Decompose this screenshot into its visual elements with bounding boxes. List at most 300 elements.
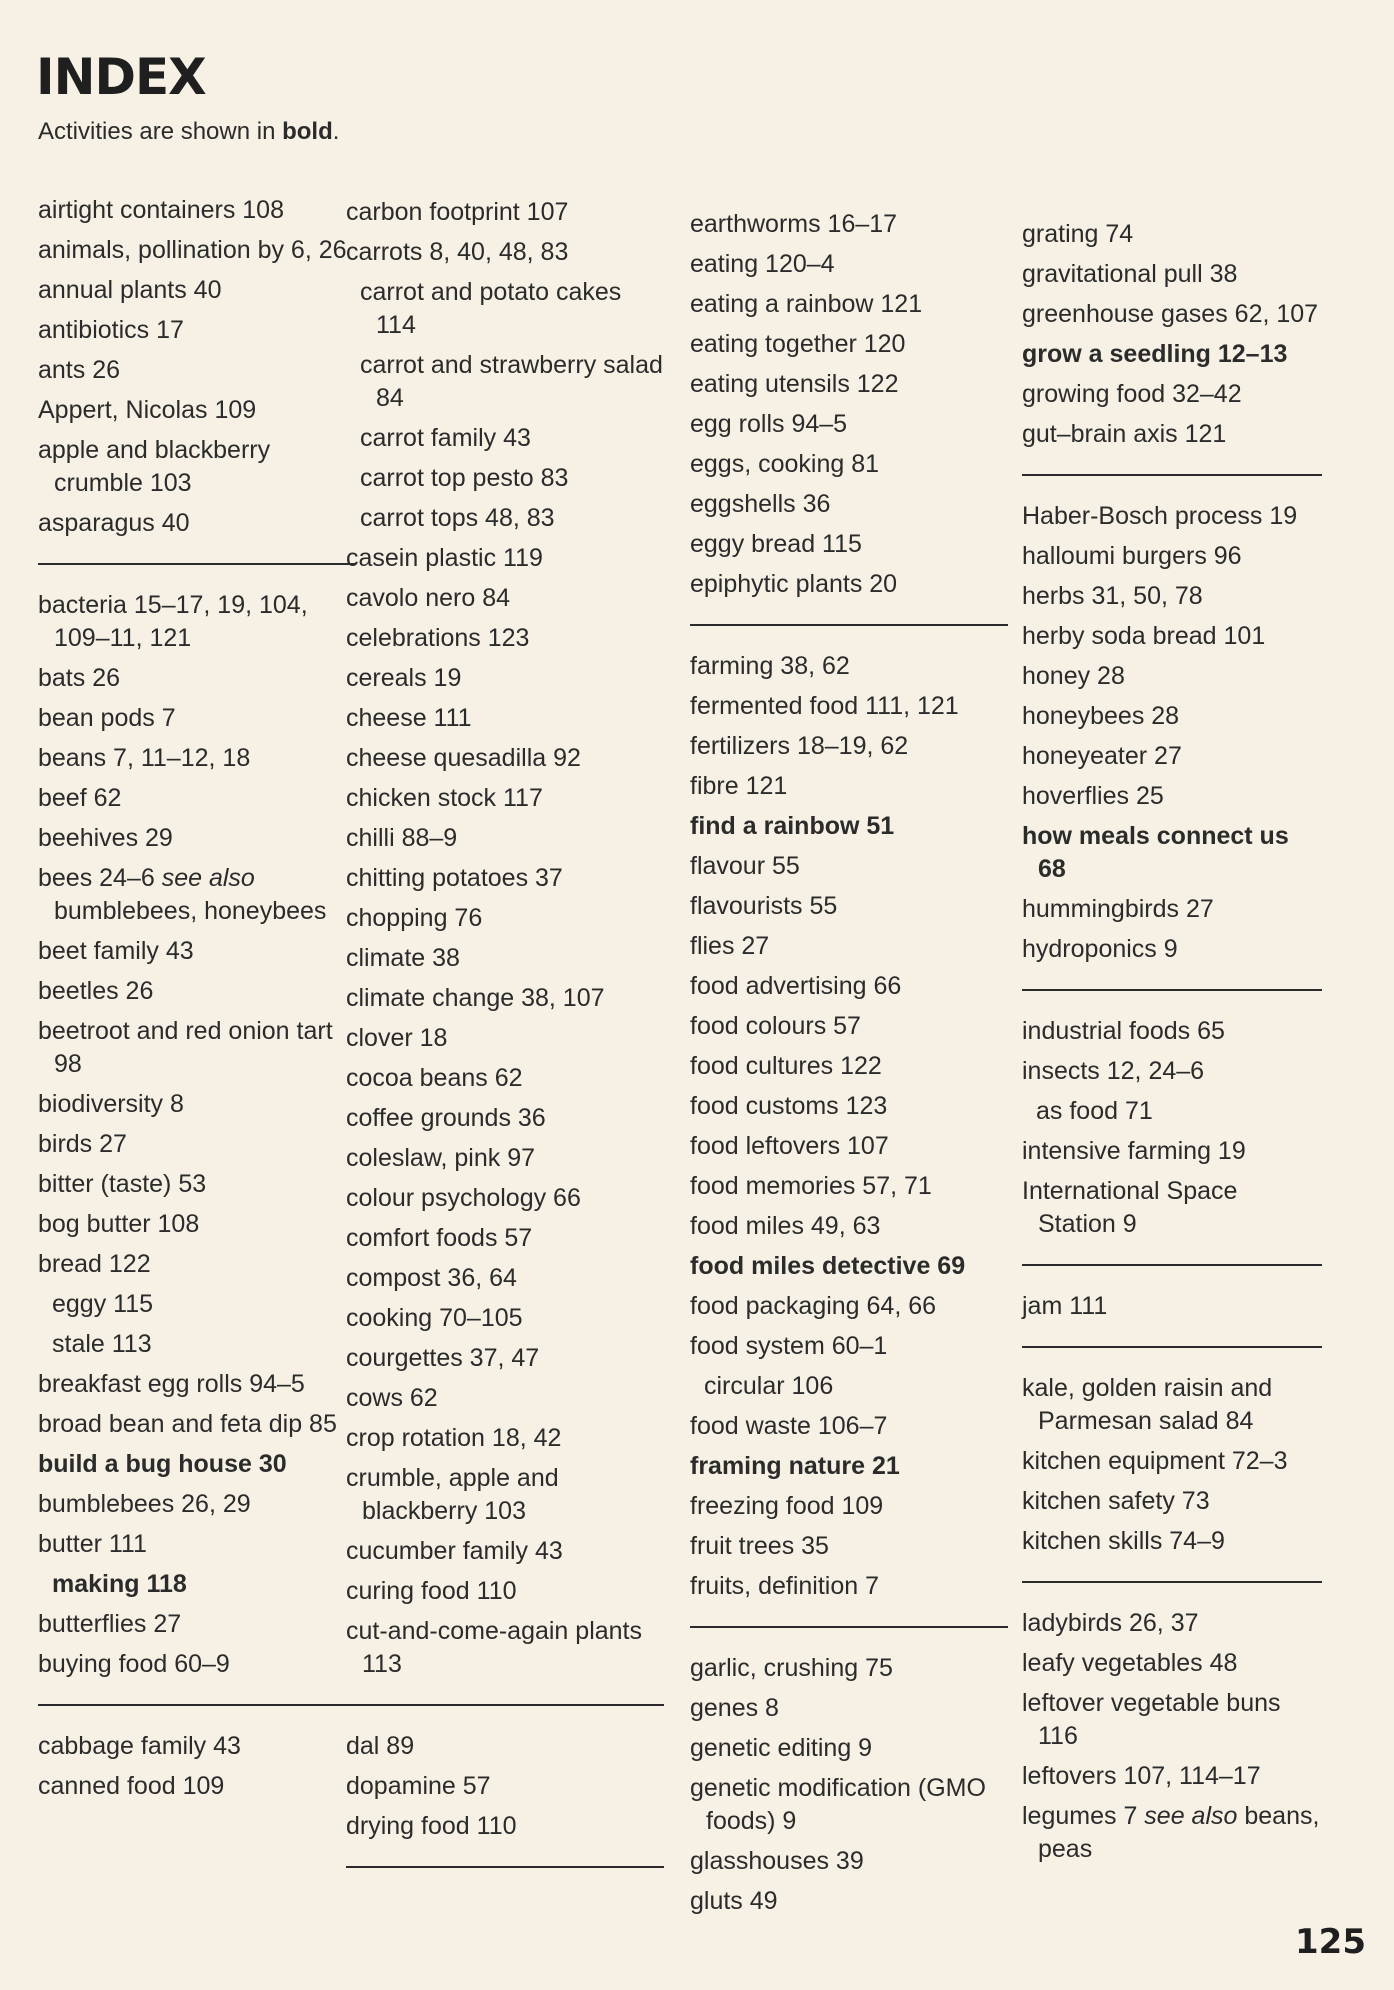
entry-text: chicken stock 117 bbox=[346, 783, 543, 812]
index-entry bbox=[346, 1458, 664, 1531]
entry-text: genetic modification (GMO foods) 9 bbox=[690, 1773, 986, 1835]
entry-text: herbs 31, 50, 78 bbox=[1022, 581, 1203, 610]
letter-separator bbox=[1022, 1581, 1322, 1583]
entry-text: jam 111 bbox=[1022, 1291, 1108, 1320]
index-entry bbox=[690, 364, 1008, 404]
index-subentry bbox=[346, 272, 664, 345]
index-entry bbox=[346, 1611, 664, 1684]
entry-text: cavolo nero 84 bbox=[346, 583, 511, 612]
entry-text: kale, golden raisin and Parmesan salad 84 bbox=[1022, 1373, 1273, 1435]
index-entry bbox=[346, 1531, 664, 1571]
entry-text: beet family 43 bbox=[38, 936, 194, 965]
index-entry bbox=[346, 1138, 664, 1178]
index-entry bbox=[1022, 656, 1322, 696]
entry-text: food cultures 122 bbox=[690, 1051, 882, 1080]
entry-text: legumes 7 bbox=[1022, 1801, 1145, 1830]
entry-text: animals, pollination by 6, 26 bbox=[38, 235, 347, 264]
entry-text: farming 38, 62 bbox=[690, 651, 850, 680]
index-entry bbox=[38, 658, 356, 698]
index-entry bbox=[1022, 374, 1322, 414]
entry-text: cheese 111 bbox=[346, 703, 472, 732]
index-entry bbox=[38, 971, 356, 1011]
entry-text: beef 62 bbox=[38, 783, 122, 812]
entry-text: clover 18 bbox=[346, 1023, 448, 1052]
index-entry bbox=[346, 1058, 664, 1098]
index-entry bbox=[690, 1286, 1008, 1326]
index-entry bbox=[38, 1604, 356, 1644]
entry-text: epiphytic plants 20 bbox=[690, 569, 898, 598]
entry-text: cocoa beans 62 bbox=[346, 1063, 523, 1092]
entry-text: canned food 109 bbox=[38, 1771, 225, 1800]
entry-text: as food 71 bbox=[1036, 1096, 1153, 1125]
index-entry bbox=[38, 503, 356, 543]
letter-separator bbox=[1022, 1346, 1322, 1348]
entry-text: cooking 70–105 bbox=[346, 1303, 523, 1332]
entry-text: antibiotics 17 bbox=[38, 315, 184, 344]
index-subentry bbox=[346, 345, 664, 418]
index-entry bbox=[690, 806, 1008, 846]
index-subentry bbox=[346, 418, 664, 458]
index-entry bbox=[346, 1098, 664, 1138]
entry-text: climate change 38, 107 bbox=[346, 983, 605, 1012]
index-entry bbox=[1022, 334, 1322, 374]
letter-separator bbox=[346, 1704, 664, 1706]
index-entry bbox=[346, 1726, 664, 1766]
index-entry bbox=[690, 324, 1008, 364]
entry-text: herby soda bread 101 bbox=[1022, 621, 1266, 650]
index-entry bbox=[690, 244, 1008, 284]
index-entry bbox=[1022, 1756, 1322, 1796]
entry-text: hoverflies 25 bbox=[1022, 781, 1164, 810]
index-entry bbox=[346, 778, 664, 818]
entry-text: flies 27 bbox=[690, 931, 770, 960]
entry-text: airtight containers 108 bbox=[38, 195, 284, 224]
entry-text: fertilizers 18–19, 62 bbox=[690, 731, 909, 760]
entry-text: genetic editing 9 bbox=[690, 1733, 873, 1762]
index-entry bbox=[1022, 1683, 1322, 1756]
entry-text: hummingbirds 27 bbox=[1022, 894, 1214, 923]
entry-text: circular 106 bbox=[704, 1371, 834, 1400]
index-subentry bbox=[346, 458, 664, 498]
index-entry bbox=[346, 1218, 664, 1258]
entry-text: bog butter 108 bbox=[38, 1209, 200, 1238]
entry-text: leafy vegetables 48 bbox=[1022, 1648, 1238, 1677]
legend-text: Activities are shown in bbox=[38, 118, 283, 145]
entry-text: carrot and strawberry salad 84 bbox=[360, 350, 663, 412]
index-entry bbox=[38, 778, 356, 818]
index-entry bbox=[346, 938, 664, 978]
entry-text: fermented food 111, 121 bbox=[690, 691, 959, 720]
index-entry bbox=[1022, 1368, 1322, 1441]
index-entry bbox=[1022, 536, 1322, 576]
index-entry bbox=[38, 230, 356, 270]
entry-text: bread 122 bbox=[38, 1249, 151, 1278]
index-entry bbox=[690, 1728, 1008, 1768]
entry-text: growing food 32–42 bbox=[1022, 379, 1242, 408]
index-entry bbox=[690, 1326, 1008, 1366]
entry-text: carrot and potato cakes 114 bbox=[360, 277, 622, 339]
index-entry bbox=[1022, 736, 1322, 776]
index-entry bbox=[38, 310, 356, 350]
index-entry bbox=[1022, 1131, 1322, 1171]
entry-text: find a rainbow 51 bbox=[690, 811, 895, 840]
index-entry bbox=[690, 686, 1008, 726]
index-entry bbox=[38, 1204, 356, 1244]
index-entry bbox=[38, 1244, 356, 1284]
entry-text: food waste 106–7 bbox=[690, 1411, 888, 1440]
entry-text: dopamine 57 bbox=[346, 1771, 491, 1800]
entry-text: bats 26 bbox=[38, 663, 121, 692]
index-column-2 bbox=[346, 192, 664, 1888]
index-entry bbox=[38, 1766, 356, 1806]
entry-text: Haber-Bosch process 19 bbox=[1022, 501, 1298, 530]
index-entry bbox=[690, 204, 1008, 244]
entry-text: how meals connect us 68 bbox=[1022, 821, 1289, 883]
entry-text: eggy bread 115 bbox=[690, 529, 862, 558]
page-number: 125 bbox=[1295, 1922, 1366, 1962]
index-entry bbox=[38, 1524, 356, 1564]
index-entry bbox=[690, 404, 1008, 444]
entry-text: cheese quesadilla 92 bbox=[346, 743, 581, 772]
index-entry bbox=[690, 846, 1008, 886]
index-entry bbox=[690, 1566, 1008, 1606]
entry-text: stale 113 bbox=[52, 1329, 152, 1358]
entry-text: freezing food 109 bbox=[690, 1491, 884, 1520]
entry-text: egg rolls 94–5 bbox=[690, 409, 848, 438]
entry-text: food miles detective 69 bbox=[690, 1251, 966, 1280]
entry-text: eating utensils 122 bbox=[690, 369, 899, 398]
index-entry bbox=[346, 1378, 664, 1418]
entry-text: flavour 55 bbox=[690, 851, 800, 880]
letter-separator bbox=[1022, 474, 1322, 476]
index-entry bbox=[690, 1768, 1008, 1841]
index-entry bbox=[1022, 414, 1322, 454]
letter-separator bbox=[1022, 989, 1322, 991]
entry-text: food colours 57 bbox=[690, 1011, 861, 1040]
index-entry bbox=[690, 726, 1008, 766]
entry-text: butter 111 bbox=[38, 1529, 147, 1558]
index-entry bbox=[38, 698, 356, 738]
entry-text: chopping 76 bbox=[346, 903, 483, 932]
index-entry bbox=[346, 738, 664, 778]
index-entry bbox=[38, 1644, 356, 1684]
entry-text: breakfast egg rolls 94–5 bbox=[38, 1369, 305, 1398]
index-entry bbox=[346, 232, 664, 272]
entry-text: cows 62 bbox=[346, 1383, 438, 1412]
letter-separator bbox=[1022, 1264, 1322, 1266]
index-entry bbox=[346, 578, 664, 618]
index-entry bbox=[346, 618, 664, 658]
entry-text: compost 36, 64 bbox=[346, 1263, 517, 1292]
index-subentry bbox=[690, 1366, 1008, 1406]
index-entry bbox=[1022, 889, 1322, 929]
index-subentry bbox=[38, 1324, 356, 1364]
index-entry bbox=[1022, 576, 1322, 616]
entry-text: gut–brain axis 121 bbox=[1022, 419, 1227, 448]
index-entry bbox=[38, 390, 356, 430]
index-entry bbox=[690, 524, 1008, 564]
index-entry bbox=[690, 1446, 1008, 1486]
index-entry bbox=[346, 898, 664, 938]
entry-text: kitchen equipment 72–3 bbox=[1022, 1446, 1288, 1475]
entry-text: food miles 49, 63 bbox=[690, 1211, 881, 1240]
index-entry bbox=[38, 1444, 356, 1484]
entry-text: honeyeater 27 bbox=[1022, 741, 1182, 770]
page-title: INDEX bbox=[36, 48, 206, 106]
index-entry bbox=[1022, 1286, 1322, 1326]
index-entry bbox=[690, 1881, 1008, 1921]
index-entry bbox=[1022, 776, 1322, 816]
entry-text: flavourists 55 bbox=[690, 891, 838, 920]
entry-text: buying food 60–9 bbox=[38, 1649, 230, 1678]
entry-text: cucumber family 43 bbox=[346, 1536, 563, 1565]
entry-text: broad bean and feta dip 85 bbox=[38, 1409, 337, 1438]
index-entry bbox=[38, 931, 356, 971]
entry-text: grow a seedling 12–13 bbox=[1022, 339, 1288, 368]
index-entry bbox=[1022, 1011, 1322, 1051]
entry-text: eating a rainbow 121 bbox=[690, 289, 923, 318]
index-entry bbox=[1022, 929, 1322, 969]
index-entry bbox=[690, 444, 1008, 484]
index-entry bbox=[38, 350, 356, 390]
index-entry bbox=[346, 1766, 664, 1806]
entry-text: honey 28 bbox=[1022, 661, 1125, 690]
index-column-1 bbox=[38, 190, 356, 1806]
entry-text: courgettes 37, 47 bbox=[346, 1343, 540, 1372]
entry-text: fruit trees 35 bbox=[690, 1531, 829, 1560]
entry-text: food advertising 66 bbox=[690, 971, 902, 1000]
index-entry bbox=[38, 1404, 356, 1444]
index-entry bbox=[690, 1166, 1008, 1206]
index-entry bbox=[346, 1418, 664, 1458]
index-entry bbox=[1022, 1481, 1322, 1521]
entry-text: crumble, apple and blackberry 103 bbox=[346, 1463, 559, 1525]
index-entry bbox=[690, 1648, 1008, 1688]
entry-text: bees 24–6 bbox=[38, 863, 162, 892]
entry-text: casein plastic 119 bbox=[346, 543, 543, 572]
entry-text: apple and blackberry crumble 103 bbox=[38, 435, 271, 497]
index-entry bbox=[1022, 1521, 1322, 1561]
entry-text: insects 12, 24–6 bbox=[1022, 1056, 1205, 1085]
index-entry bbox=[690, 1206, 1008, 1246]
entry-text: genes 8 bbox=[690, 1693, 779, 1722]
entry-text: build a bug house 30 bbox=[38, 1449, 287, 1478]
entry-text: ants 26 bbox=[38, 355, 121, 384]
index-entry bbox=[690, 1086, 1008, 1126]
index-entry bbox=[690, 1126, 1008, 1166]
entry-text: gluts 49 bbox=[690, 1886, 778, 1915]
letter-separator bbox=[346, 1866, 664, 1868]
index-entry bbox=[690, 1841, 1008, 1881]
see-also-label: see also bbox=[161, 863, 255, 892]
see-also-label: see also bbox=[1144, 1801, 1238, 1830]
entry-text: greenhouse gases 62, 107 bbox=[1022, 299, 1319, 328]
entry-text: carrots 8, 40, 48, 83 bbox=[346, 237, 569, 266]
entry-text: comfort foods 57 bbox=[346, 1223, 533, 1252]
entry-text: carrot top pesto 83 bbox=[360, 463, 569, 492]
index-entry bbox=[38, 1484, 356, 1524]
entry-text: International Space Station 9 bbox=[1022, 1176, 1238, 1238]
entry-text: kitchen safety 73 bbox=[1022, 1486, 1210, 1515]
entry-text: earthworms 16–17 bbox=[690, 209, 898, 238]
entry-text: fibre 121 bbox=[690, 771, 788, 800]
index-legend bbox=[38, 118, 339, 146]
index-entry bbox=[690, 284, 1008, 324]
index-entry bbox=[38, 1011, 356, 1084]
index-entry bbox=[346, 978, 664, 1018]
entry-text: chilli 88–9 bbox=[346, 823, 458, 852]
entry-text: glasshouses 39 bbox=[690, 1846, 864, 1875]
entry-text: drying food 110 bbox=[346, 1811, 517, 1840]
legend-suffix: . bbox=[332, 118, 340, 145]
index-subentry bbox=[38, 1284, 356, 1324]
index-entry bbox=[346, 1018, 664, 1058]
index-entry bbox=[346, 538, 664, 578]
index-entry bbox=[690, 646, 1008, 686]
entry-text: bacteria 15–17, 19, 104, 109–11, 121 bbox=[38, 590, 308, 652]
entry-text: cereals 19 bbox=[346, 663, 462, 692]
index-entry bbox=[346, 818, 664, 858]
index-entry bbox=[1022, 254, 1322, 294]
entry-text: asparagus 40 bbox=[38, 508, 190, 537]
entry-text: carbon footprint 107 bbox=[346, 197, 569, 226]
index-entry bbox=[690, 564, 1008, 604]
index-entry bbox=[38, 270, 356, 310]
entry-text: Appert, Nicolas 109 bbox=[38, 395, 257, 424]
entry-text: butterflies 27 bbox=[38, 1609, 182, 1638]
index-entry bbox=[346, 1298, 664, 1338]
entry-text: eating together 120 bbox=[690, 329, 906, 358]
index-entry bbox=[690, 886, 1008, 926]
entry-text: food customs 123 bbox=[690, 1091, 888, 1120]
index-entry bbox=[690, 766, 1008, 806]
entry-text: bitter (taste) 53 bbox=[38, 1169, 207, 1198]
index-entry bbox=[346, 858, 664, 898]
entry-text: climate 38 bbox=[346, 943, 460, 972]
index-entry bbox=[346, 658, 664, 698]
entry-text: colour psychology 66 bbox=[346, 1183, 581, 1212]
index-entry bbox=[38, 1124, 356, 1164]
index-entry bbox=[38, 1084, 356, 1124]
see-also-targets: beans, peas bbox=[1038, 1801, 1320, 1863]
entry-text: eating 120–4 bbox=[690, 249, 835, 278]
entry-text: cut-and-come-again plants 113 bbox=[346, 1616, 642, 1678]
entry-text: fruits, definition 7 bbox=[690, 1571, 879, 1600]
entry-text: eggy 115 bbox=[52, 1289, 154, 1318]
index-entry bbox=[38, 585, 356, 658]
entry-text: birds 27 bbox=[38, 1129, 127, 1158]
entry-text: carrot tops 48, 83 bbox=[360, 503, 555, 532]
entry-text: industrial foods 65 bbox=[1022, 1016, 1225, 1045]
entry-text: coleslaw, pink 97 bbox=[346, 1143, 536, 1172]
index-column-4 bbox=[1022, 214, 1322, 1869]
index-entry bbox=[1022, 1796, 1322, 1869]
index-entry bbox=[38, 1364, 356, 1404]
index-entry bbox=[690, 1046, 1008, 1086]
index-entry bbox=[690, 1688, 1008, 1728]
index-entry bbox=[38, 1164, 356, 1204]
entry-text: halloumi burgers 96 bbox=[1022, 541, 1242, 570]
legend-bold: bold bbox=[282, 118, 333, 145]
letter-separator bbox=[690, 1626, 1008, 1628]
entry-text: bean pods 7 bbox=[38, 703, 176, 732]
entry-text: beetles 26 bbox=[38, 976, 154, 1005]
index-entry bbox=[690, 1406, 1008, 1446]
entry-text: making 118 bbox=[52, 1569, 187, 1598]
index-entry bbox=[346, 1258, 664, 1298]
index-entry bbox=[346, 1806, 664, 1846]
index-entry bbox=[38, 738, 356, 778]
index-entry bbox=[1022, 214, 1322, 254]
entry-text: ladybirds 26, 37 bbox=[1022, 1608, 1199, 1637]
entry-text: curing food 110 bbox=[346, 1576, 517, 1605]
entry-text: hydroponics 9 bbox=[1022, 934, 1178, 963]
entry-text: cabbage family 43 bbox=[38, 1731, 241, 1760]
index-entry bbox=[38, 430, 356, 503]
entry-text: eggshells 36 bbox=[690, 489, 831, 518]
index-entry bbox=[1022, 1171, 1322, 1244]
entry-text: carrot family 43 bbox=[360, 423, 531, 452]
entry-text: food memories 57, 71 bbox=[690, 1171, 932, 1200]
index-entry bbox=[690, 1246, 1008, 1286]
entry-text: bumblebees 26, 29 bbox=[38, 1489, 251, 1518]
see-also-targets: bumblebees, honeybees bbox=[54, 896, 327, 925]
index-entry bbox=[690, 966, 1008, 1006]
index-entry bbox=[1022, 1051, 1322, 1091]
entry-text: grating 74 bbox=[1022, 219, 1134, 248]
index-entry bbox=[1022, 816, 1322, 889]
entry-text: garlic, crushing 75 bbox=[690, 1653, 893, 1682]
index-entry bbox=[346, 1178, 664, 1218]
letter-separator bbox=[38, 563, 356, 565]
entry-text: crop rotation 18, 42 bbox=[346, 1423, 562, 1452]
index-subentry bbox=[346, 498, 664, 538]
entry-text: celebrations 123 bbox=[346, 623, 530, 652]
index-entry bbox=[346, 1571, 664, 1611]
index-column-3 bbox=[690, 204, 1008, 1921]
entry-text: eggs, cooking 81 bbox=[690, 449, 880, 478]
index-entry bbox=[690, 1486, 1008, 1526]
entry-text: food system 60–1 bbox=[690, 1331, 888, 1360]
index-subentry bbox=[38, 1564, 356, 1604]
index-entry bbox=[346, 698, 664, 738]
entry-text: annual plants 40 bbox=[38, 275, 222, 304]
index-entry bbox=[38, 190, 356, 230]
entry-text: coffee grounds 36 bbox=[346, 1103, 546, 1132]
letter-separator bbox=[38, 1704, 356, 1706]
index-entry bbox=[690, 484, 1008, 524]
index-entry bbox=[346, 1338, 664, 1378]
index-entry bbox=[1022, 616, 1322, 656]
entry-text: beehives 29 bbox=[38, 823, 173, 852]
index-entry bbox=[1022, 696, 1322, 736]
entry-text: chitting potatoes 37 bbox=[346, 863, 563, 892]
entry-text: food leftovers 107 bbox=[690, 1131, 889, 1160]
letter-separator bbox=[690, 624, 1008, 626]
index-entry bbox=[38, 1726, 356, 1766]
entry-text: honeybees 28 bbox=[1022, 701, 1180, 730]
entry-text: framing nature 21 bbox=[690, 1451, 900, 1480]
index-entry bbox=[38, 858, 356, 931]
entry-text: gravitational pull 38 bbox=[1022, 259, 1238, 288]
entry-text: dal 89 bbox=[346, 1731, 415, 1760]
entry-text: kitchen skills 74–9 bbox=[1022, 1526, 1225, 1555]
index-entry bbox=[690, 1526, 1008, 1566]
index-entry bbox=[690, 926, 1008, 966]
index-entry bbox=[1022, 496, 1322, 536]
index-entry bbox=[1022, 1643, 1322, 1683]
entry-text: intensive farming 19 bbox=[1022, 1136, 1246, 1165]
